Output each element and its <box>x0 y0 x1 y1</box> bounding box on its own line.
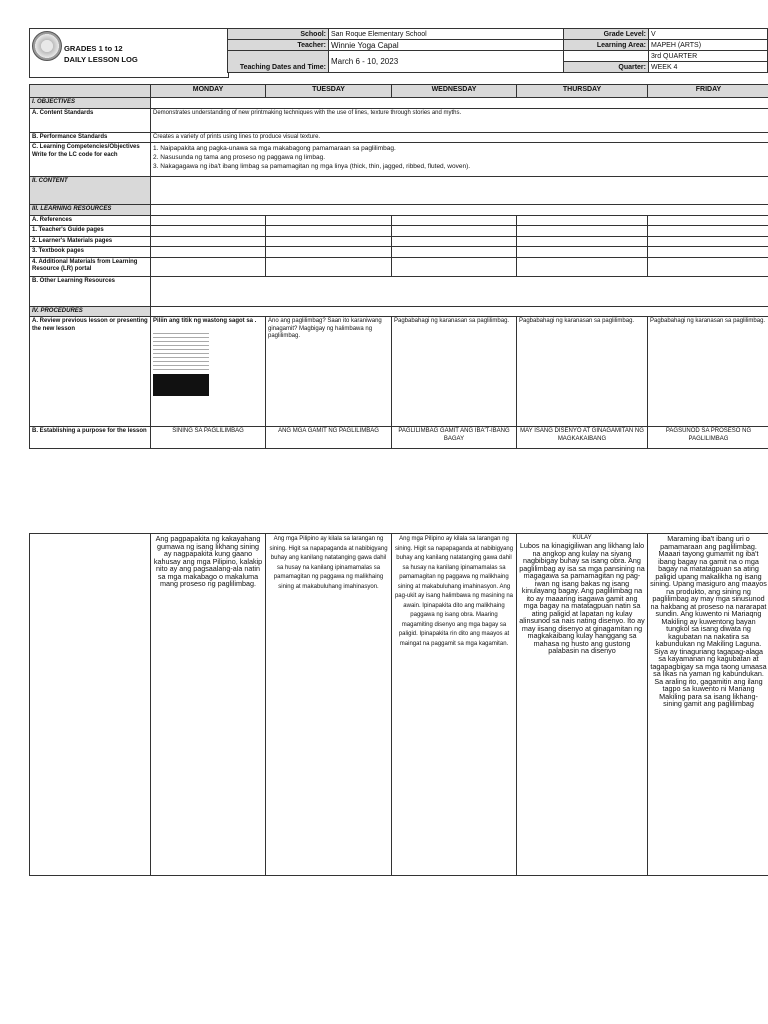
discussion-thursday: KULAY Lubos na kinagigiliwan ang likhang lalo na angkop ang kulay na siyang nagbibigay buhay sa isang obra. Ang paglilimbag ay isa sa mga pansining na magagawa sa pamamagitan ng pag-iwan ng isang bakas ng isang kinulayang bagay. Ang paglilimbag na ito ay maaaring isagawa gamit ang mga bagay na matatagpuan natin sa ating paligid at lapatan ng kulay alinsunod sa nais nating disenyo. Ito ay may iisang disenyo at ginagamitan ng magkakaibang kulay hanggang sa mahasa ng husto ang gustong palabasin na disenyo <box>517 534 648 876</box>
day-tuesday: TUESDAY <box>266 85 392 98</box>
lm-label: 2. Learner's Materials pages <box>30 236 151 247</box>
purpose-label: B. Establishing a purpose for the lesson <box>30 427 151 449</box>
review-wednesday: Pagbabahagi ng karanasan sa paglilimbag. <box>392 317 517 427</box>
resources-heading: III. LEARNING RESOURCES <box>30 205 151 216</box>
area-value: MAPEH (ARTS) <box>649 40 768 51</box>
textbook-label: 3. Textbook pages <box>30 247 151 258</box>
purpose-wednesday: PAGLILIMBAG GAMIT ANG IBA'T-IBANG BAGAY <box>392 427 517 449</box>
review-tuesday: Ano ang paglilimbag? Saan ito karaniwang ginagamit? Magbigay ng halimbawa ng paglilimbag. <box>266 317 392 427</box>
discussion-friday: Maraming iba't ibang uri o pamamaraan ang paglilimbag. Maaari tayong gumamit ng iba't ibang bagay na gamit na o mga bagay na matatagpuan sa ating paligid upang makalikha ng isang sining. Upang masiguro ang maayos na produkto, ang sining ng paglilimbag ay may mga sinusunod na hakbang at proseso na nararapat sundin. Ang kuwento ni Mariaqng Makiling ay kuwentong bayan tungkol sa isang diwata ng kagubatan na nakatira sa kabundukan ng Makiling Laguna. Siya ay tinaguriang tagapag-alaga sa kayamanan ng kagubatan at tagapagbigay sa mga taong umaasa sa likas na yaman ng kabundukan. Sa araling ito, gagamitin ang ilang tagpo sa kuwento ni Mariang Makiling para sa isang likhang-sining gamit ang paglilimbag <box>648 534 768 876</box>
objectives-heading: I. OBJECTIVES <box>30 98 151 109</box>
performance-label: B. Performance Standards <box>30 132 151 143</box>
school-label: School: <box>228 29 329 40</box>
review-friday: Pagbabahagi ng karanasan sa paglilimbag. <box>648 317 768 427</box>
area-label: Learning Area: <box>564 40 649 51</box>
purpose-friday: PAGSUNOD SA PROSESO NG PAGLILIMBAG <box>648 427 768 449</box>
content-standards-value: Demonstrates understanding of new printmaking techniques with the use of lines, texture through stories and myths. <box>151 108 768 132</box>
references-label: A. References <box>30 215 151 226</box>
school-value: San Roque Elementary School <box>329 29 564 40</box>
quarter-value-2: WEEK 4 <box>649 62 768 73</box>
competency-3: 3. Nakagagawa ng iba't ibang limbag sa pamamagitan ng mga linya (thick, thin, jagged, ribbed, fluted, woven). <box>153 163 471 170</box>
kulay-heading: KULAY <box>572 535 592 541</box>
teacher-value: Winnie Yoga Capal <box>329 40 564 51</box>
lesson-log-page2 <box>29 533 768 876</box>
purpose-monday: SINING SA PAGLILIMBAG <box>151 427 266 449</box>
competency-2: 2. Nasusunda ng tama ang proseso ng paggawa ng limbag. <box>153 154 326 161</box>
discussion-monday: Ang pagpapakita ng kakayahang gumawa ng isang likhang sining ay nagpapakita kung gaano kahusay ang mga Pilipino, kalakip nito ay ang pagsaalang-ala natin sa mga makabago o makaluma mang proseso ng paglilimbag. <box>151 534 266 876</box>
content-heading: II. CONTENT <box>30 177 151 205</box>
competency-1: 1. Naipapakita ang pagka-unawa sa mga makabagong pamamaraan sa paglilimbag. <box>153 145 396 152</box>
discussion-tuesday: Ang mga Pilipino ay kilala sa larangan ng sining. Higit sa napapaganda at nabibigyang buhay ang kanilang natatanging gawa dahil sa husay na kanilang ipinamamalas sa pamamagitan ng paggawa ng malikhaing sining at makabuluhang imahinasyon. <box>266 534 392 876</box>
purpose-tuesday: ANG MGA GAMIT NG PAGLILIMBAG <box>266 427 392 449</box>
worksheet-thumbnail <box>153 330 209 396</box>
grade-label: Grade Level: <box>564 29 649 40</box>
day-wednesday: WEDNESDAY <box>392 85 517 98</box>
review-monday: Piliin ang titik ng wastong sagot sa . <box>151 317 266 427</box>
discussion-wednesday: Ang mga Pilipino ay kilala sa larangan ng sining. Higit sa napapaganda at nabibigyang buhay ang kanilang natatanging gawa dahil sa husay na kanilang ipinamamalas sa pamamagitan ng paggawa ng malikhaing sining at makabuluhang imahinasyon. Ang pag-ukit ay isang halimbawa ng masining na awain. Ipinapakita dito ang malikhaing paggawa ng isang obra. Maaring magamiting disenyo ang mga bagay sa paligid. Ipinapakita rin dito ang maayos at maingat na paggamit sa mga kagamitan. <box>392 534 517 876</box>
quarter-value-1: 3rd QUARTER <box>649 51 768 62</box>
lesson-log-page1 <box>29 84 768 449</box>
grade-value: V <box>649 29 768 40</box>
content-standards-label: A. Content Standards <box>30 108 151 132</box>
purpose-thursday: MAY ISANG DISENYO AT GINAGAMITAN NG MAGKAKAIBANG <box>517 427 648 449</box>
day-friday: FRIDAY <box>648 85 768 98</box>
dates-label: Teaching Dates and Time: <box>228 51 329 73</box>
log-title: GRADES 1 to 12 DAILY LESSON LOG <box>64 44 138 64</box>
review-thursday: Pagbabahagi ng karanasan sa paglilimbag. <box>517 317 648 427</box>
review-label: A. Review previous lesson or presenting the new lesson <box>30 317 151 427</box>
competencies-label: C. Learning Competencies/Objectives Write for the LC code for each <box>30 143 151 177</box>
header-meta-table <box>227 28 768 73</box>
additional-label: 4. Additional Materials from Learning Resource (LR) portal <box>30 257 151 276</box>
procedures-heading: IV. PROCEDURES <box>30 306 151 317</box>
deped-seal-icon <box>32 31 62 61</box>
day-monday: MONDAY <box>151 85 266 98</box>
other-resources-label: B. Other Learning Resources <box>30 276 151 306</box>
day-header-row <box>30 85 768 98</box>
day-thursday: THURSDAY <box>517 85 648 98</box>
quarter-label: Quarter: <box>564 62 649 73</box>
performance-value: Creates a variety of prints using lines to produce visual texture. <box>151 132 768 143</box>
teacher-label: Teacher: <box>228 40 329 51</box>
tg-label: 1. Teacher's Guide pages <box>30 226 151 237</box>
dates-value: March 6 - 10, 2023 <box>329 51 564 73</box>
competencies-value <box>151 143 768 177</box>
